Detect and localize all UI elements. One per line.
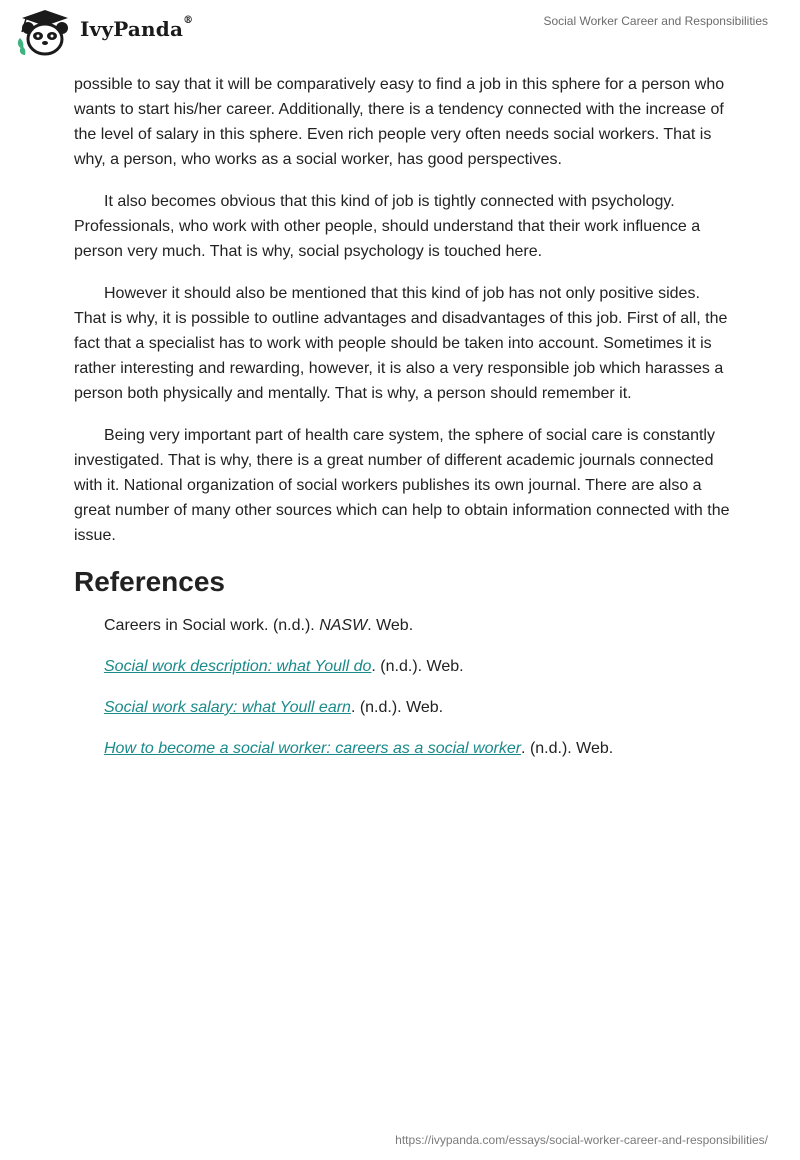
paragraph: possible to say that it will be comparatively easy to find a job in this sphere for a person who wants to start his/her career. Additionally, there is a tendency connected with the increase of the level of salary in this sphere. Even rich people very often needs social workers. That is why, a person, who works as a social worker, has good perspectives. — [74, 76, 725, 168]
references-heading: References — [74, 566, 225, 597]
essay-content — [74, 72, 734, 777]
paragraph: It also becomes obvious that this kind of job is tightly connected with psychology. Professionals, who work with other people, should understand that their work influence a person very much. That is why, social psychology is touched here. — [74, 193, 701, 260]
brand-name[interactable]: IvyPanda® — [80, 15, 194, 41]
document-title: Social Worker Career and Responsibilities — [543, 14, 768, 28]
footer-url[interactable]: https://ivypanda.com/essays/social-worker-career-and-responsibilities/ — [395, 1133, 768, 1147]
reference-item: Social work description: what Youll do. (n.d.). Web. — [104, 658, 464, 675]
paragraph: Being very important part of health care system, the sphere of social care is constantly investigated. That is why, there is a great number of different academic journals connected with it. National organization of social workers publishes its own journal. There are also a great number of many other sources which can help to obtain information connected with the issue. — [74, 427, 730, 544]
reference-item: Social work salary: what Youll earn. (n.d.). Web. — [104, 699, 444, 716]
reference-link[interactable]: Social work salary: what Youll earn — [104, 699, 351, 716]
reference-link[interactable]: How to become a social worker: careers as a social worker — [104, 740, 522, 757]
reference-link[interactable]: Social work description: what Youll do — [104, 658, 372, 675]
reference-item: How to become a social worker: careers as a social worker. (n.d.). Web. — [104, 740, 614, 757]
reference-item: Careers in Social work. (n.d.). NASW. Web. — [104, 617, 414, 634]
page-header — [0, 0, 800, 70]
paragraph: However it should also be mentioned that this kind of job has not only positive sides. That is why, it is possible to outline advantages and disadvantages of this job. First of all, the fact that a specialist has to work with people should be taken into account. Sometimes it is rather interesting and rewarding, however, it is also a very responsible job which harasses a person both physically and mentally. That is why, a person should remember it. — [74, 285, 728, 402]
ivypanda-logo-icon[interactable] — [14, 8, 76, 58]
